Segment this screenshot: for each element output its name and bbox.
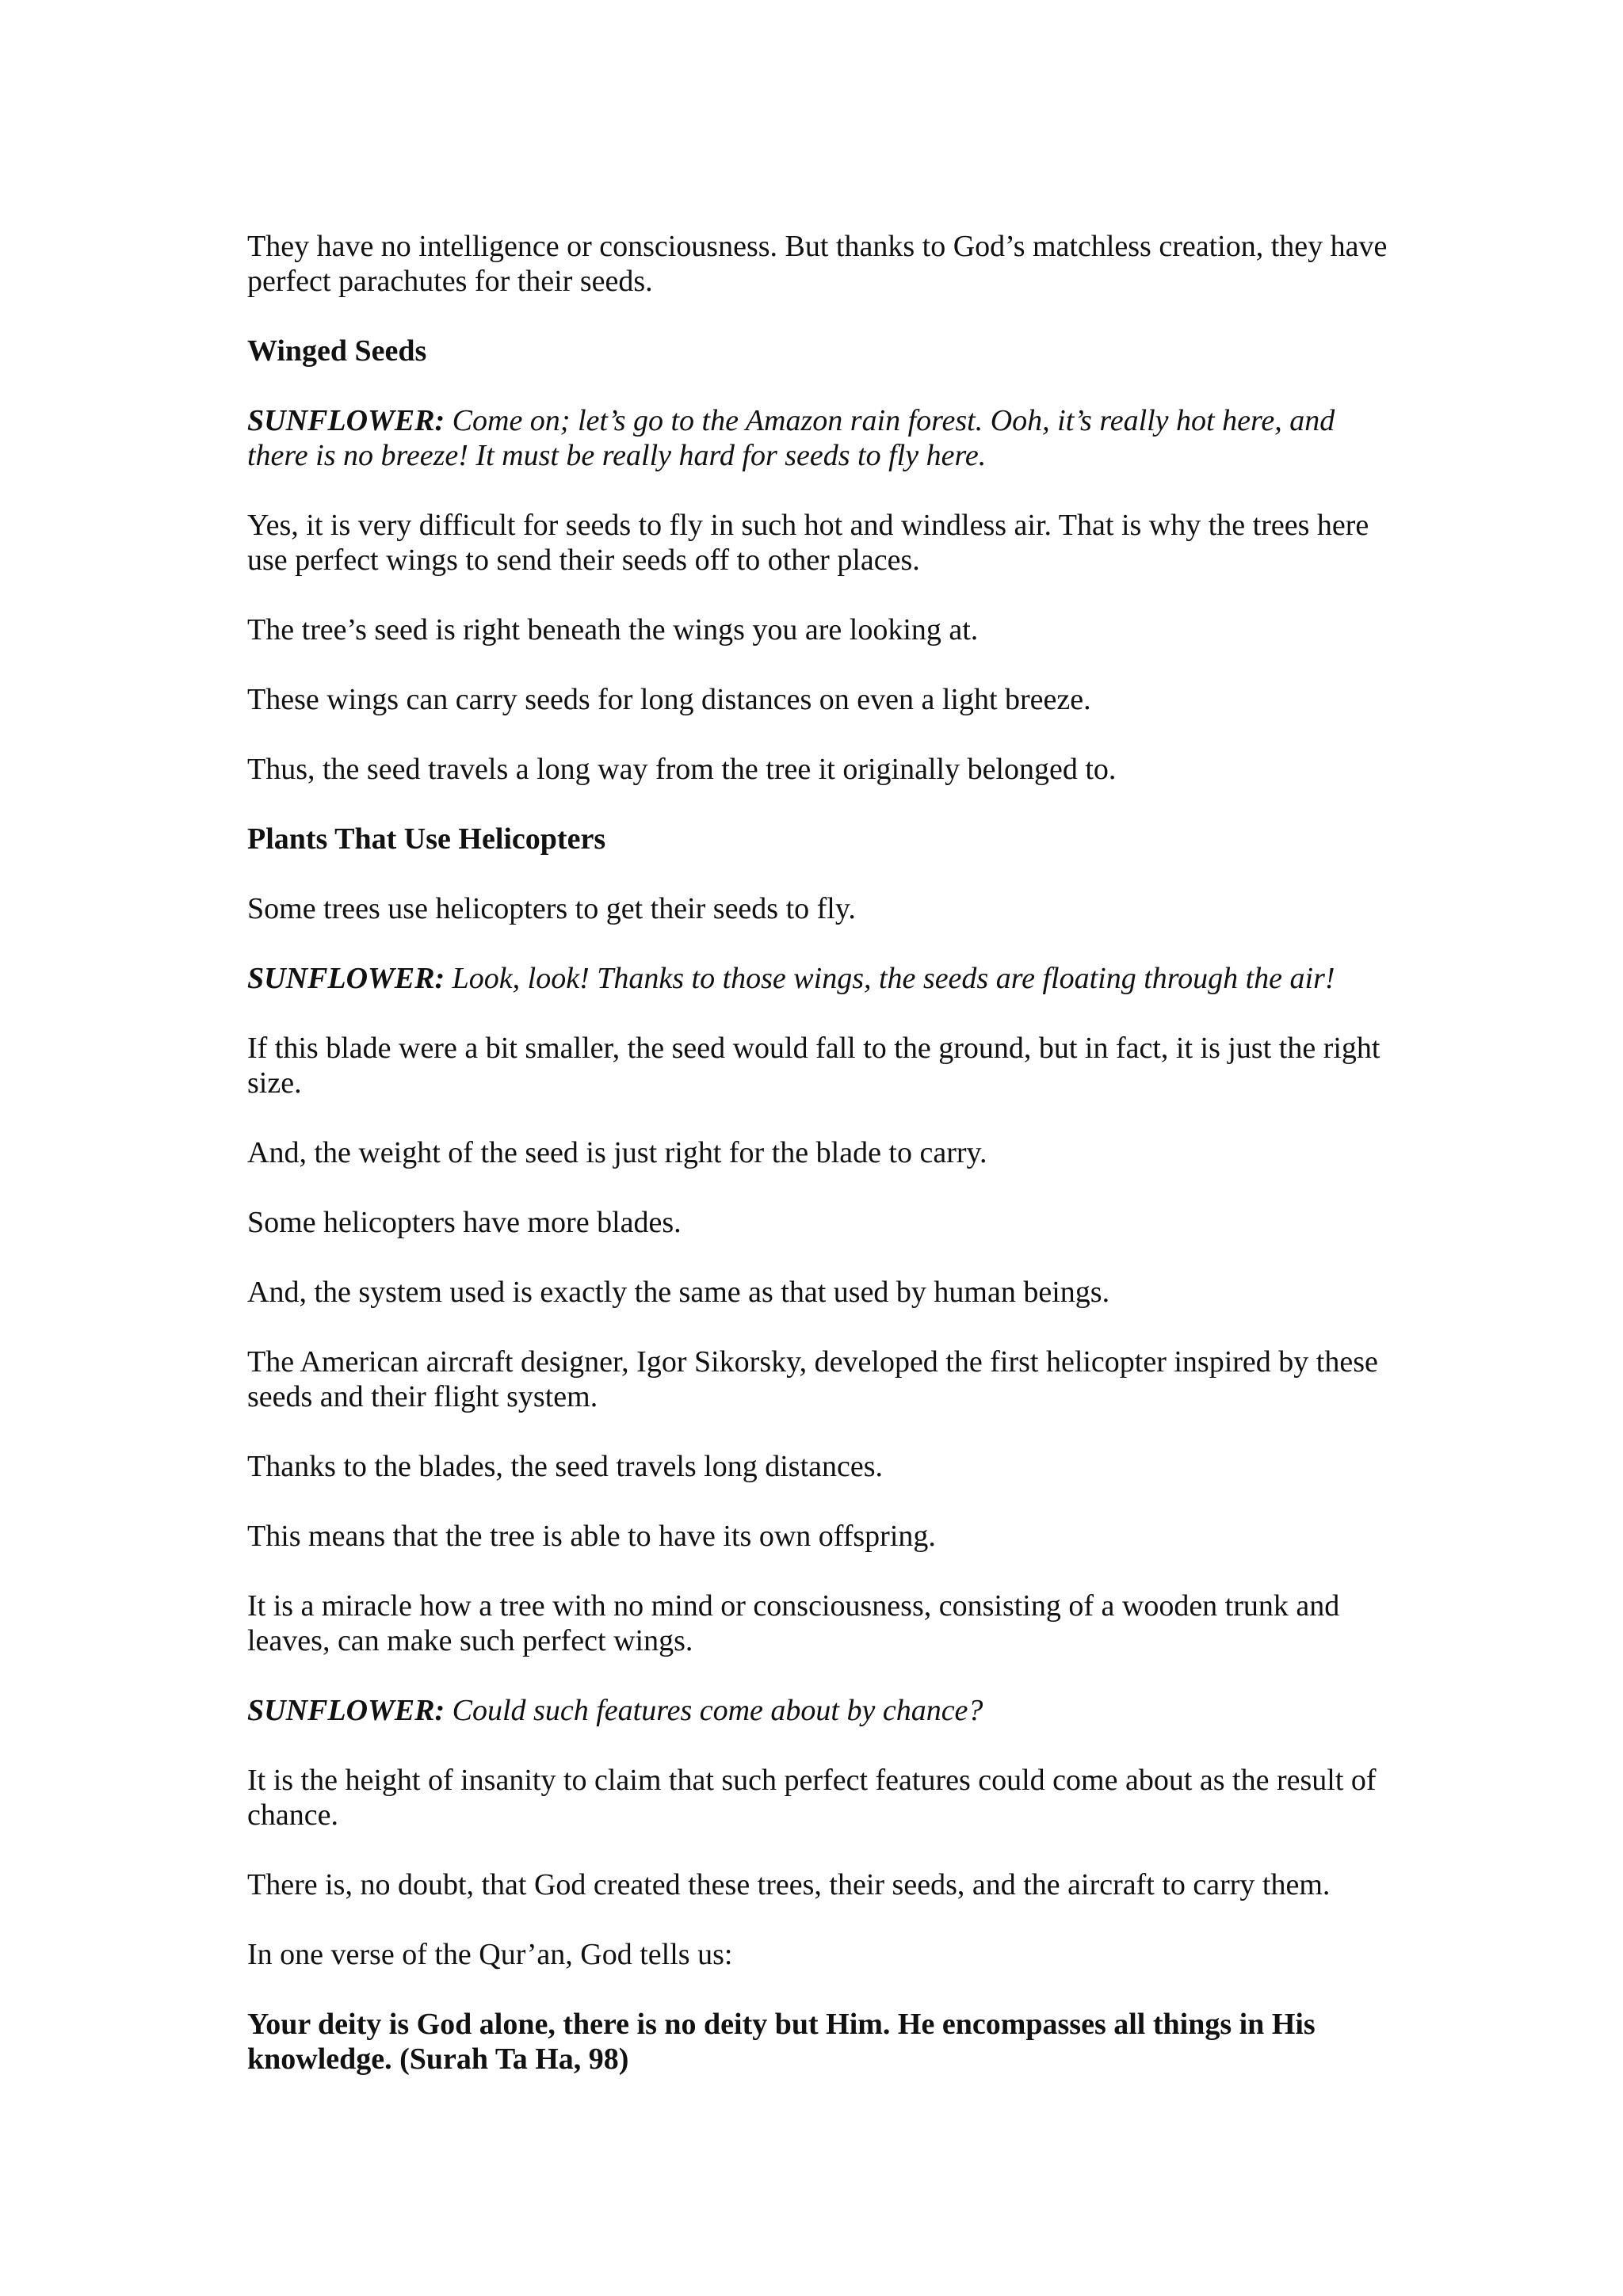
paragraph: The American aircraft designer, Igor Sikorsky, developed the first helicopter inspired by these seeds and their flight system. [247, 1345, 1378, 1413]
speaker-label: SUNFLOWER: [247, 404, 445, 437]
paragraph: These wings can carry seeds for long distances on even a light breeze. [247, 683, 1091, 716]
paragraph: Thus, the seed travels a long way from the tree it originally belonged to. [247, 753, 1117, 786]
heading-plants-helicopters: Plants That Use Helicopters [247, 822, 606, 856]
paragraph: The tree’s seed is right beneath the wings you are looking at. [247, 613, 979, 646]
paragraph: And, the system used is exactly the same as that used by human beings. [247, 1276, 1110, 1309]
paragraph: Some trees use helicopters to get their seeds to fly. [247, 892, 856, 925]
dialogue-sunflower-2 [247, 961, 1392, 996]
quran-verse: Your deity is God alone, there is no deity but Him. He encompasses all things in His knowledge. (Surah Ta Ha, 98) [247, 2008, 1316, 2076]
speech-text: Look, look! Thanks to those wings, the seeds are floating through the air! [452, 962, 1335, 995]
speaker-label: SUNFLOWER: [247, 1694, 445, 1727]
speech-text: Come on; let’s go to the Amazon rain forest. Ooh, it’s really hot here, and there is no breeze! It must be really hard for seeds to fly here. [247, 404, 1335, 472]
speaker-label: SUNFLOWER: [247, 962, 445, 995]
paragraph: It is the height of insanity to claim that such perfect features could come about as the result of chance. [247, 1764, 1377, 1832]
heading-winged-seeds: Winged Seeds [247, 334, 427, 368]
document-body [247, 229, 1392, 2111]
dialogue-sunflower-3 [247, 1693, 1392, 1728]
paragraph: Some helicopters have more blades. [247, 1206, 682, 1239]
paragraph: It is a miracle how a tree with no mind or consciousness, consisting of a wooden trunk and leaves, can make such perfect wings. [247, 1589, 1340, 1657]
paragraph: In one verse of the Qur’an, God tells us: [247, 1938, 733, 1971]
paragraph: And, the weight of the seed is just right for the blade to carry. [247, 1136, 987, 1169]
paragraph: Yes, it is very difficult for seeds to fly in such hot and windless air. That is why the trees here use perfect wings to send their seeds off to other places. [247, 509, 1369, 577]
paragraph-intro: They have no intelligence or consciousness. But thanks to God’s matchless creation, they have perfect parachutes for their seeds. [247, 230, 1388, 298]
paragraph: Thanks to the blades, the seed travels long distances. [247, 1450, 884, 1483]
dialogue-sunflower-1 [247, 403, 1392, 473]
paragraph: If this blade were a bit smaller, the seed would fall to the ground, but in fact, it is just the right size. [247, 1032, 1381, 1100]
paragraph: There is, no doubt, that God created these trees, their seeds, and the aircraft to carry them. [247, 1868, 1331, 1901]
speech-text: Could such features come about by chance? [452, 1694, 983, 1727]
paragraph: This means that the tree is able to have its own offspring. [247, 1520, 936, 1553]
